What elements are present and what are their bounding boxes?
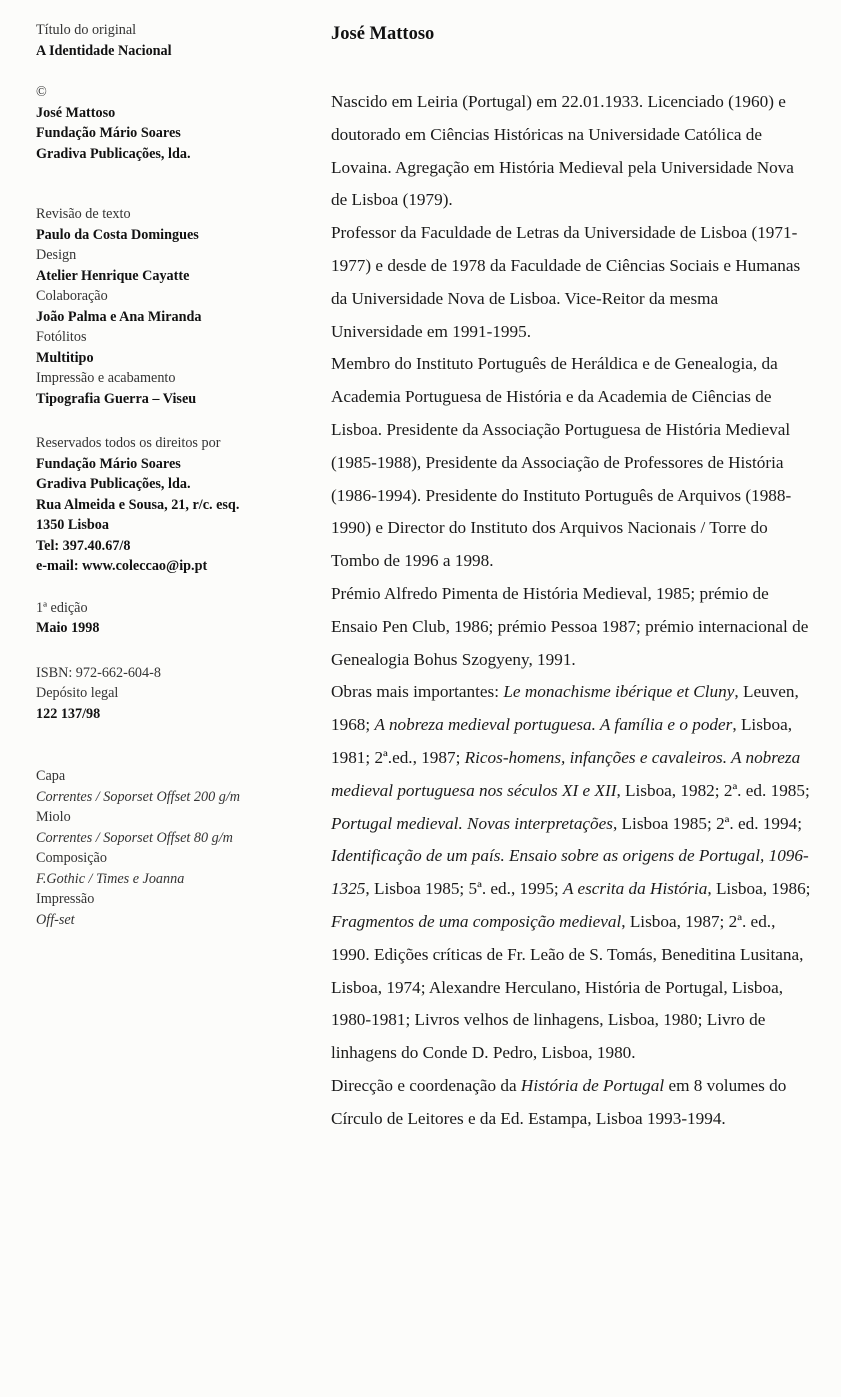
isbn: ISBN: 972-662-604-8 — [36, 664, 161, 681]
deposito-value: 122 137/98 — [36, 705, 101, 722]
rights-line: Tel: 397.40.67/8 — [36, 537, 131, 554]
edition-label: 1ª edição — [36, 599, 88, 616]
work-title: Portugal medieval. Novas interpretações — [331, 813, 613, 833]
work-title: Identificação de um país. Ensaio sobre as origens de Portugal, 1096-1325 — [331, 846, 809, 899]
rights-line: 1350 Lisboa — [36, 517, 109, 533]
copyright-symbol: © — [36, 84, 47, 100]
edition-value: Maio 1998 — [36, 620, 100, 636]
work-title: A nobreza medieval portuguesa. A família e o poder — [374, 715, 733, 735]
production-value: Correntes / Soporset Offset 80 g/m — [36, 829, 233, 846]
production-value: Off-set — [36, 911, 75, 928]
credit-label: Revisão de texto — [36, 206, 131, 222]
work-title: História de Portugal — [520, 1075, 665, 1095]
copyright-holder: José Mattoso — [36, 104, 116, 121]
credit-value: Tipografia Guerra – Viseu — [36, 390, 197, 407]
bio-paragraph: Professor da Faculdade de Letras da Universidade de Lisboa (1971-1977) e desde de 1978 da Faculdade de Ciências Sociais e Humanas da Universidade Nova de Lisboa. Vice-Reitor da mesma Universidade em 1991-1995. — [331, 223, 801, 341]
production-label: Miolo — [36, 809, 71, 825]
rights-line: Fundação Mário Soares — [36, 455, 181, 472]
credit-value: Atelier Henrique Cayatte — [36, 267, 190, 284]
deposito-label: Depósito legal — [36, 685, 119, 701]
original-title: A Identidade Nacional — [36, 42, 172, 59]
works-paragraph: Obras mais importantes: Le monachisme ibérique et Cluny, Leuven, 1968; A nobreza medieval portuguesa. A família e o poder, Lisboa, 1981; 2ª.ed., 1987; Ricos-homens, infanções e cavaleiros. A nobreza medieval portuguesa nos séculos XI e XII, Lisboa, 1982; 2ª. ed. 1985; Portugal medieval. Novas interpretações, Lisboa 1985; 2ª. ed. 1994; Identificação de um país. Ensaio sobre as origens de Portugal, 1096-1325, Lisboa 1985; 5ª. ed., 1995; A escrita da História, Lisboa, 1986; Fragmentos de uma composição medieval, Lisboa, 1987; 2ª. ed., 1990. Edições críticas de Fr. Leão de S. Tomás, Beneditina Lusitana, Lisboa, 1974; Alexandre Herculano, História de Portugal, Lisboa, 1980-1981; Livros velhos de linhagens, Lisboa, 1980; Livro de linhagens do Conde D. Pedro, Lisboa, 1980. — [331, 682, 811, 1063]
work-title: A escrita da História — [562, 879, 708, 899]
original-title-label: Título do original — [36, 22, 137, 38]
copyright-holder: Gradiva Publicações, lda. — [36, 145, 191, 162]
production-label: Capa — [36, 768, 66, 784]
production-value: Correntes / Soporset Offset 200 g/m — [36, 788, 241, 805]
bio-paragraph: Membro do Instituto Português de Heráldica e de Genealogia, da Academia Portuguesa de História e da Academia de Ciências de Lisboa. Presidente da Associação Portuguesa de História Medieval (1985-1988), Presidente da Associação de Professores de História (1986-1994). Presidente do Instituto Português de Arquivos (1988-1990) e Director do Instituto dos Arquivos Nacionais / Torre do Tombo de 1996 a 1998. — [331, 354, 792, 571]
work-title: Ricos-homens, infanções e cavaleiros. A nobreza medieval portuguesa nos séculos XI e XII — [331, 747, 801, 800]
credit-value: João Palma e Ana Miranda — [36, 308, 202, 325]
credit-label: Fotólitos — [36, 329, 87, 345]
author-name: José Mattoso — [331, 24, 435, 44]
bio-paragraph: Prémio Alfredo Pimenta de História Medieval, 1985; prémio de Ensaio Pen Club, 1986; prémio Pessoa 1987; prémio internacional de Genealogia Bohus Szogyeny, 1991. — [331, 583, 809, 669]
copyright-holder: Fundação Mário Soares — [36, 125, 181, 141]
credit-label: Design — [36, 247, 77, 263]
rights-line: Gradiva Publicações, lda. — [36, 476, 191, 492]
work-title: Le monachisme ibérique et Cluny — [503, 682, 735, 702]
production-label: Impressão — [36, 891, 95, 907]
author-bio — [331, 86, 811, 1136]
rights-label: Reservados todos os direitos por — [36, 435, 221, 451]
rights-line: Rua Almeida e Sousa, 21, r/c. esq. — [36, 496, 240, 513]
work-title: Fragmentos de uma composição medieval — [331, 911, 622, 931]
bio-paragraph: Nascido em Leiria (Portugal) em 22.01.1933. Licenciado (1960) e doutorado em Ciências Históricas na Universidade Católica de Lovaina. Agregação em História Medieval pela Universidade Nova de Lisboa (1979). — [331, 92, 794, 210]
credit-label: Colaboração — [36, 288, 108, 304]
credit-value: Paulo da Costa Domingues — [36, 226, 199, 243]
colophon — [36, 20, 306, 930]
production-label: Composição — [36, 850, 107, 866]
credit-value: Multitipo — [36, 349, 94, 366]
author-bio-column — [331, 20, 811, 1136]
rights-line: e-mail: www.coleccao@ip.pt — [36, 558, 208, 574]
production-value: F.Gothic / Times e Joanna — [36, 870, 185, 887]
credit-label: Impressão e acabamento — [36, 370, 176, 386]
direction-paragraph: Direcção e coordenação da História de Portugal em 8 volumes do Círculo de Leitores e da Ed. Estampa, Lisboa 1993-1994. — [331, 1075, 787, 1128]
